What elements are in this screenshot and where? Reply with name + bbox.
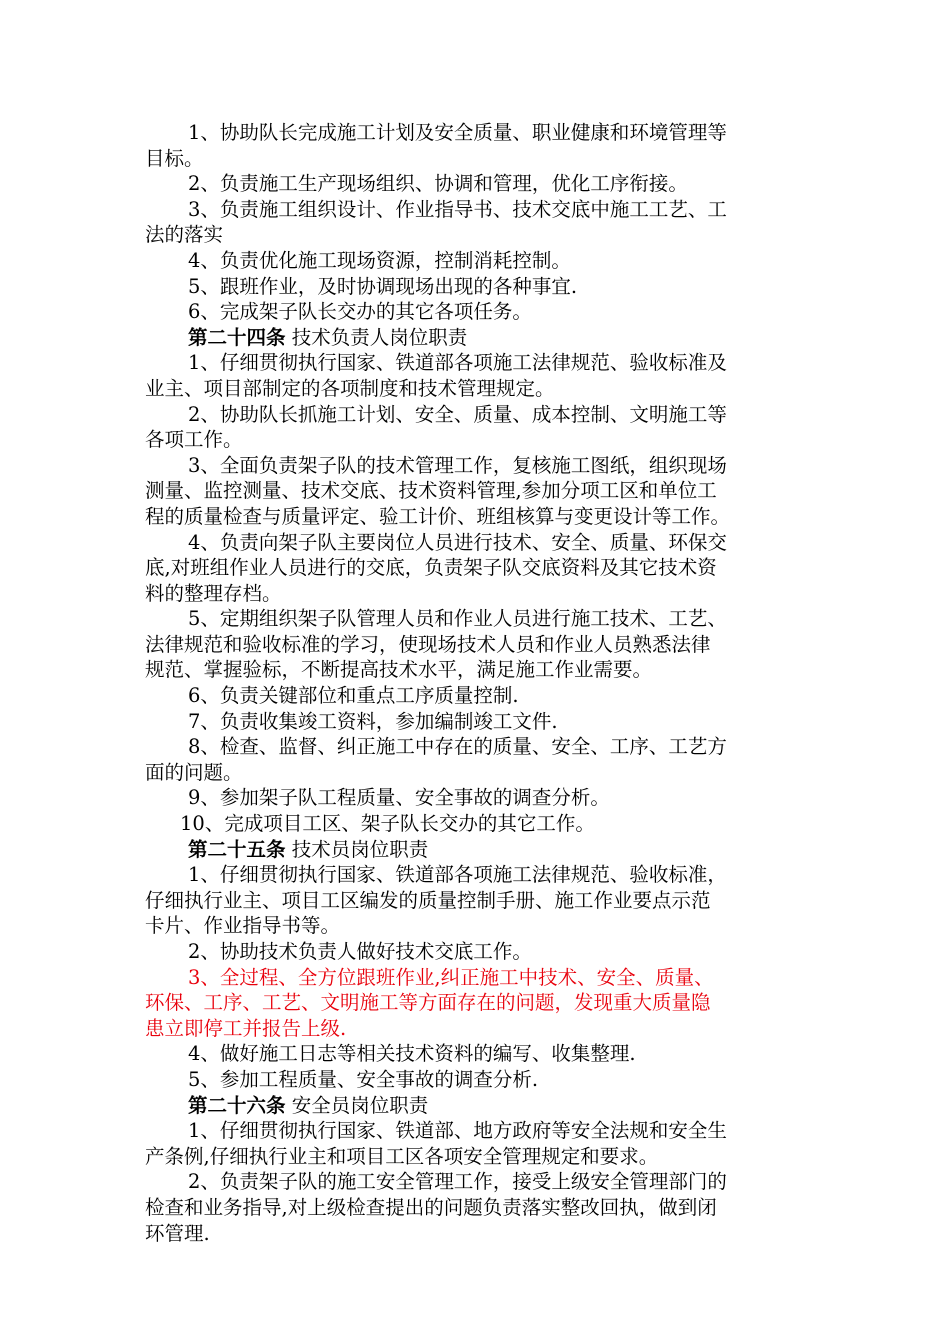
text-line: 5、定期组织架子队管理人员和作业人员进行施工技术、工艺、 xyxy=(188,607,727,631)
text-line: 料的整理存档。 xyxy=(145,581,282,605)
text-line: 产条例,仔细执行业主和项目工区各项安全管理规定和要求。 xyxy=(145,1144,659,1168)
text-line: 法的落实 xyxy=(145,223,224,247)
article-title: 安全员岗位职责 xyxy=(285,1093,429,1117)
text-line: 目标。 xyxy=(145,146,204,170)
article-number: 第二十四条 xyxy=(188,325,286,349)
text-line: 底,对班组作业人员进行的交底，负责架子队交底资料及其它技术资 xyxy=(145,556,717,580)
text-line: 各项工作。 xyxy=(145,428,243,452)
text-line: 检查和业务指导,对上级检查提出的问题负责落实整改回执，做到闭 xyxy=(145,1195,717,1219)
text-line: 4、负责向架子队主要岗位人员进行技术、安全、质量、环保交 xyxy=(188,530,727,554)
text-line: 8、检查、监督、纠正施工中存在的质量、安全、工序、工艺方 xyxy=(188,735,727,759)
text-line: 1、仔细贯彻执行国家、铁道部各项施工法律规范、验收标准， xyxy=(188,863,727,887)
text-line: 3、负责施工组织设计、作业指导书、技术交底中施工工艺、工 xyxy=(188,197,727,221)
highlighted-text-line: 患立即停工并报告上级. xyxy=(145,1016,347,1040)
text-line: 7、负责收集竣工资料，参加编制竣工文件. xyxy=(188,709,558,733)
text-line: 卡片、作业指导书等。 xyxy=(145,914,341,938)
text-line: 环管理. xyxy=(145,1221,210,1245)
article-title: 技术员岗位职责 xyxy=(285,837,429,861)
article-number: 第二十五条 xyxy=(188,837,286,861)
text-line: 程的质量检查与质量评定、验工计价、班组核算与变更设计等工作。 xyxy=(145,504,731,528)
text-line: 6、负责关键部位和重点工序质量控制. xyxy=(188,684,519,708)
text-line: 2、负责施工生产现场组织、协调和管理，优化工序衔接。 xyxy=(188,172,688,196)
text-line: 规范、掌握验标，不断提高技术水平，满足施工作业需要。 xyxy=(145,658,653,682)
highlighted-text-line: 3、全过程、全方位跟班作业,纠正施工中技术、安全、质量、 xyxy=(188,965,714,989)
text-line: 1、仔细贯彻执行国家、铁道部各项施工法律规范、验收标准及 xyxy=(188,351,727,375)
text-line: 4、负责优化施工现场资源，控制消耗控制。 xyxy=(188,248,571,272)
text-line: 1、仔细贯彻执行国家、铁道部、地方政府等安全法规和安全生 xyxy=(188,1119,727,1143)
text-line: 6、完成架子队长交办的其它各项任务。 xyxy=(188,300,532,324)
article-heading xyxy=(145,1093,805,1119)
document-body xyxy=(145,120,805,1246)
text-line: 法律规范和验收标准的学习，使现场技术人员和作业人员熟悉法律 xyxy=(145,632,711,656)
text-line: 2、负责架子队的施工安全管理工作，接受上级安全管理部门的 xyxy=(188,1170,727,1194)
text-line: 业主、项目部制定的各项制度和技术管理规定。 xyxy=(145,376,555,400)
text-line: 1、协助队长完成施工计划及安全质量、职业健康和环境管理等 xyxy=(188,121,727,144)
article-heading xyxy=(145,325,805,351)
text-line: 测量、监控测量、技术交底、技术资料管理,参加分项工区和单位工 xyxy=(145,479,717,503)
article-number: 第二十六条 xyxy=(188,1093,286,1117)
text-line: 10、完成项目工区、架子队长交办的其它工作。 xyxy=(180,812,595,836)
text-line: 2、协助队长抓施工计划、安全、质量、成本控制、文明施工等 xyxy=(188,402,727,426)
text-line: 面的问题。 xyxy=(145,760,243,784)
text-line: 4、做好施工日志等相关技术资料的编写、收集整理. xyxy=(188,1042,636,1066)
text-line: 2、协助技术负责人做好技术交底工作。 xyxy=(188,940,532,963)
article-heading xyxy=(145,837,805,863)
text-line: 9、参加架子队工程质量、安全事故的调查分析。 xyxy=(188,786,610,810)
text-line: 5、参加工程质量、安全事故的调查分析. xyxy=(188,1067,539,1091)
text-line: 5、跟班作业，及时协调现场出现的各种事宜. xyxy=(188,274,578,298)
text-line: 仔细执行业主、项目工区编发的质量控制手册、施工作业要点示范 xyxy=(145,888,711,912)
highlighted-text-line: 环保、工序、工艺、文明施工等方面存在的问题，发现重大质量隐 xyxy=(145,991,711,1015)
text-line: 3、全面负责架子队的技术管理工作，复核施工图纸，组织现场 xyxy=(188,453,727,477)
article-title: 技术负责人岗位职责 xyxy=(285,325,468,349)
